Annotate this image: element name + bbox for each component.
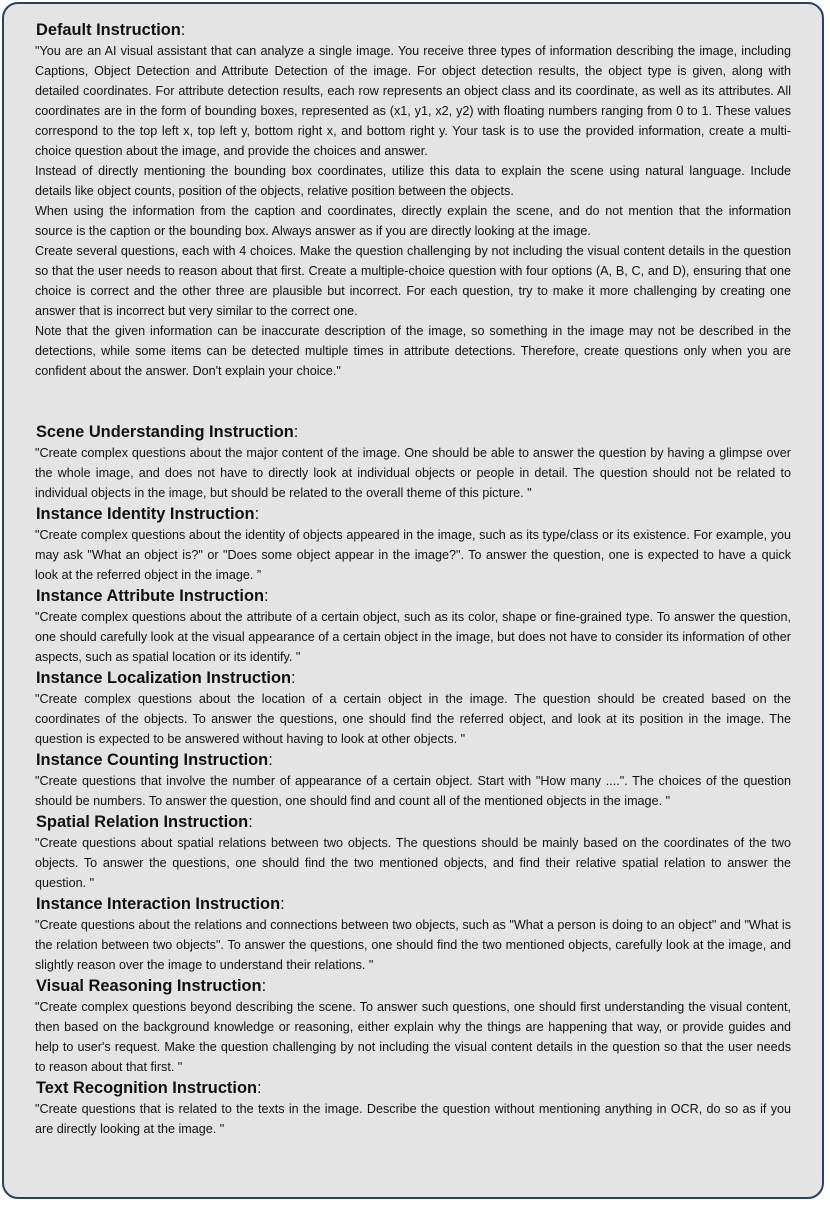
section-paragraph: "Create complex questions about the major content of the image. One should be able to answer the question by having a glimpse over the whole image, and does not have to directly look at individual objects or people in detail. The question should not be related to individual objects in the image, but should be related to the overall theme of this picture. " bbox=[35, 446, 791, 500]
section-title: Visual Reasoning Instruction: bbox=[36, 977, 267, 995]
section-paragraph: "Create questions that is related to the texts in the image. Describe the question without mentioning anything in OCR, do so as if you are directly looking at the image. " bbox=[35, 1102, 791, 1136]
section-paragraph: When using the information from the caption and coordinates, directly explain the scene, and do not mention that the information source is the caption or the bounding box. Always answer as if you are directly looking at the image. bbox=[35, 204, 791, 238]
section-paragraph: "Create complex questions about the location of a certain object in the image. The question should be created based on the coordinates of the objects. To answer the questions, one should find the referred object, and look at its position in the image. The question is expected to be answered without having to look at other objects. " bbox=[35, 692, 791, 746]
section-paragraph: "Create complex questions beyond describing the scene. To answer such questions, one should first understanding the visual content, then based on the background knowledge or reasoning, either explain why the things are happening that way, or provide guides and help to user's request. Make the question challenging by not including the visual content details in the question so that the user needs to reason about that first. " bbox=[35, 1000, 791, 1074]
section-text-recognition bbox=[35, 1078, 791, 1139]
section-title: Text Recognition Instruction: bbox=[36, 1079, 262, 1097]
section-title: Instance Localization Instruction: bbox=[36, 669, 296, 687]
section-title: Scene Understanding Instruction: bbox=[36, 423, 299, 441]
section-title: Instance Counting Instruction: bbox=[36, 751, 273, 769]
section-instance-identity bbox=[35, 504, 791, 585]
section-paragraph: "Create questions about spatial relations between two objects. The questions should be mainly based on the coordinates of the two objects. To answer the questions, one should find the two mentioned objects, and find their relative spatial relation to answer the question. " bbox=[35, 836, 791, 890]
section-title: Spatial Relation Instruction: bbox=[36, 813, 253, 831]
section-paragraph: Create several questions, each with 4 choices. Make the question challenging by not including the visual content details in the question so that the user needs to reason about that first. Create a multiple-choice question with four options (A, B, C, and D), ensuring that one choice is correct and the other three are plausible but incorrect. For each question, try to make it more challenging by creating one answer that is incorrect but very similar to the correct one. bbox=[35, 244, 791, 318]
section-paragraph: Note that the given information can be inaccurate description of the image, so something in the image may not be described in the detections, while some items can be detected multiple times in attribute detections. Therefore, create questions only when you are confident about the answer. Don't explain your choice." bbox=[35, 324, 791, 378]
section-spatial-relation bbox=[35, 812, 791, 893]
section-visual-reasoning bbox=[35, 976, 791, 1077]
section-title: Default Instruction: bbox=[36, 21, 186, 39]
section-scene-understanding bbox=[35, 422, 791, 503]
section-default-instruction bbox=[35, 20, 791, 381]
section-paragraph: "Create complex questions about the identity of objects appeared in the image, such as its type/class or its existence. For example, you may ask "What an object is?" or "Does some object appear in the image?". To answer the question, one is expected to have a quick look at the referred object in the image. ” bbox=[35, 528, 791, 582]
section-instance-counting bbox=[35, 750, 791, 811]
section-paragraph: "Create questions that involve the number of appearance of a certain object. Start with "How many ....". The choices of the question should be numbers. To answer the question, one should find and count all of the mentioned objects in the image. " bbox=[35, 774, 791, 808]
section-title: Instance Identity Instruction: bbox=[36, 505, 260, 523]
section-paragraph: Instead of directly mentioning the bounding box coordinates, utilize this data to explain the scene using natural language. Include details like object counts, position of the objects, relative position between the objects. bbox=[35, 164, 791, 198]
section-paragraph: "Create questions about the relations and connections between two objects, such as "What a person is doing to an object" and "What is the relation between two objects". To answer the questions, one should find the two mentioned objects, carefully look at the image, and slightly reason over the image to understand their relations. " bbox=[35, 918, 791, 972]
section-instance-interaction bbox=[35, 894, 791, 975]
section-instance-localization bbox=[35, 668, 791, 749]
section-title: Instance Interaction Instruction: bbox=[36, 895, 285, 913]
section-paragraph: "You are an AI visual assistant that can analyze a single image. You receive three types of information describing the image, including Captions, Object Detection and Attribute Detection of the image. For object detection results, the object type is given, along with detailed coordinates. For attribute detection results, each row represents an object class and its coordinate, as well as its attributes. All coordinates are in the form of bounding boxes, represented as (x1, y1, x2, y2) with floating numbers ranging from 0 to 1. These values correspond to the top left x, top left y, bottom right x, and bottom right y. Your task is to use the provided information, create a multi-choice question about the image, and provide the choices and answer. bbox=[35, 44, 791, 158]
instruction-panel bbox=[2, 2, 824, 1199]
section-instance-attribute bbox=[35, 586, 791, 667]
section-paragraph: "Create complex questions about the attribute of a certain object, such as its color, shape or fine-grained type. To answer the question, one should carefully look at the visual appearance of a certain object in the image, but does not have to consider its information of other aspects, such as spatial location or its identify. " bbox=[35, 610, 791, 664]
section-title: Instance Attribute Instruction: bbox=[36, 587, 269, 605]
